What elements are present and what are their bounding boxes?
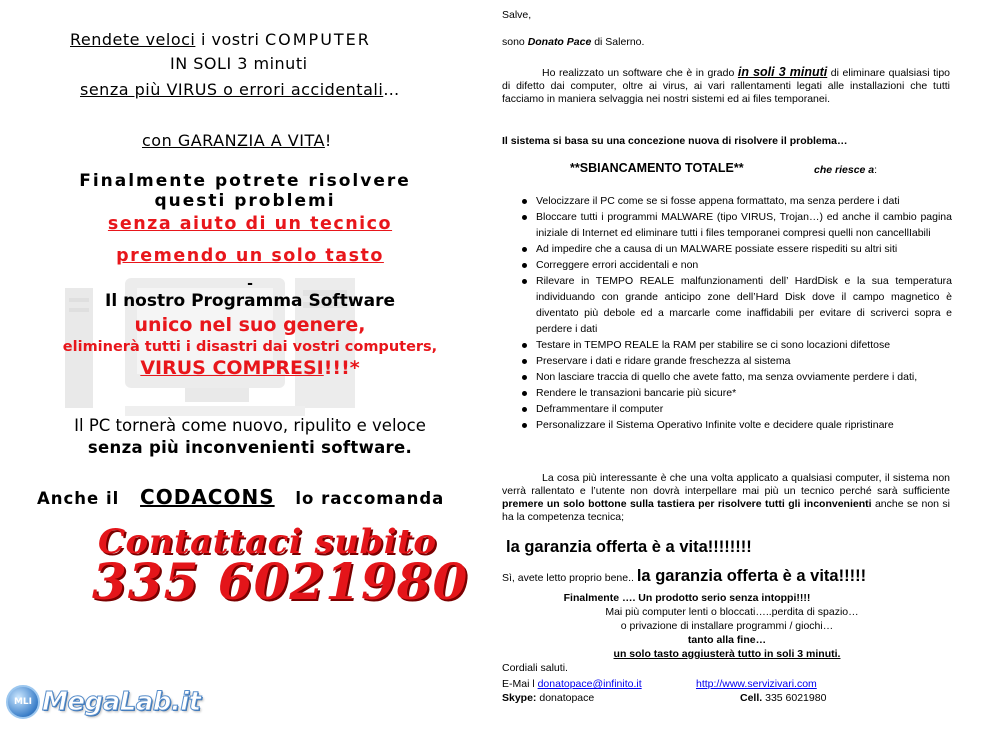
intro-suffix: di Salerno. [591,36,645,48]
codacons-recommends: lo raccomanda [295,489,445,508]
author-name: Donato Pace [527,36,592,48]
bullet-icon [522,359,527,364]
list-item: Rendere le transazioni bancarie più sicure* [522,385,952,401]
list-item: Bloccare tutti i programmi MALWARE (tipo VIRUS, Trojan…) ed anche il cambio pagina iniziale di Internet ed eliminare tutti i files temporanei compresi quelli non cancellIabili [522,209,952,241]
list-item: Non lasciare traccia di quello che avete fatto, ma senza ovviamente perdere i dati, [522,369,952,385]
para1-start: Ho realizzato un software che è in grado [542,67,738,79]
guarantee-text: con GARANZIA A VITA [142,131,325,150]
list-item: Preservare i dati e ridare grande freschezza al sistema [522,353,952,369]
skype-value: donatopace [536,692,595,704]
pc-new-line: Il PC tornerà come nuovo, ripulito e veloce [74,416,426,435]
headline-fast: Rendete veloci [70,30,196,49]
para1-emphasis: in soli 3 minuti [737,65,828,79]
headline-ellipsis: … [383,80,400,99]
contact-heading: Contattaci subito [98,522,437,562]
codacons-line [37,485,444,509]
one-key-line: premendo un solo tasto [116,246,384,266]
regards-line: Cordiali saluti. [502,662,568,674]
guarantee-exclaim: ! [324,131,332,150]
guarantee-line [142,131,332,150]
yes-read-text: Sì, avete letto proprio bene.. [502,572,637,584]
intro-prefix: sono [502,36,528,48]
bullet-icon [522,375,527,380]
headline-line-1 [70,30,371,49]
headline-your: i vostri [195,30,265,49]
bullet-icon [522,279,527,284]
bullet-icon [522,247,527,252]
bullet-icon [522,199,527,204]
website-link[interactable]: http://www.servizivari.com [696,678,817,690]
list-item: Velocizzare il PC come se si fosse appena formattato, ma senza perdere i dati [522,193,952,209]
headline-computer: COMPUTER [264,30,371,49]
skype-line [502,692,594,705]
one-key-right-line: un solo tasto aggiusterà tutto in soli 3 minuti. [613,648,841,660]
cell-line [740,692,826,705]
unique-line: unico nel suo genere, [134,314,366,336]
manages-line [814,164,877,177]
para1-end: di eliminare qualsiasi tipo di difetto dai computer, oltre ai virus, ai vari rallentamenti legati alle installazioni che tutti facciamo in maniera selvaggia nei nostri sistemi ed ai files temporanei. [502,67,950,105]
virus-included: VIRUS COMPRESI [140,357,324,379]
no-technician-line: senza aiuto di un tecnico [107,214,393,234]
greeting: Salve, [502,9,532,21]
list-item: Testare in TEMPO REALE la RAM per stabilire se ci sono locazioni difettose [522,337,952,353]
para2-end: anche se non si ha la competenza tecnica; [502,498,950,523]
features-list [502,193,952,433]
virus-exclaim: !!!* [323,357,360,379]
whitening-line: **SBIANCAMENTO TOTALE** [570,161,744,175]
deprived-line: o privazione di installare programmi / giochi… [620,620,834,632]
list-item: Ad impedire che a causa di un MALWARE possiate essere rispediti su altri siti [522,241,952,257]
megalab-logo-icon: MLI [6,685,40,719]
megalab-logo [6,682,201,722]
list-item: Personalizzare il Sistema Operativo Infinite volte e decidere quale ripristinare [522,417,952,433]
list-item: Correggere errori accidentali e non [522,257,952,273]
list-item: Deframmentare il computer [522,401,952,417]
finally-block [0,171,490,211]
email-link[interactable]: donatopace@infinito.it [537,678,642,690]
phone-number: 335 6021980 [92,552,469,611]
email-line [502,678,642,691]
skype-label: Skype: [502,692,537,704]
never-again-line: Mai più computer lenti o bloccati…..perdita di spazio… [605,606,859,618]
guarantee-big-2: la garanzia offerta è a vita!!!!! [636,567,867,585]
intro-line [502,36,644,49]
eliminate-line: eliminerà tutti i disastri dai vostri computers, [62,339,438,355]
system-line: Il sistema si basa su una concezione nuova di risolvere il problema… [502,135,848,147]
yes-read-line [502,567,867,585]
manages-colon: : [874,164,878,176]
codacons-name: CODACONS [140,485,275,509]
cell-label: Cell. [740,692,763,704]
guarantee-big-line: la garanzia offerta è a vita!!!!!!!! [506,538,752,556]
bullet-icon [522,391,527,396]
codacons-also: Anche il [37,489,120,508]
cell-value: 335 6021980 [762,692,827,704]
interesting-paragraph [502,472,950,524]
para2-bold: premere un solo bottone sulla tastiera per risolvere tutti gli inconvenienti [502,498,872,510]
bullet-icon [522,423,527,428]
finally-line: Finalmente …. Un prodotto serio senza intoppi!!!! [563,592,811,604]
megalab-logo-text: MegaLab.it [42,687,201,717]
website-line [696,678,817,691]
headline-no-virus: senza più VIRUS o errori accidentali [80,80,384,99]
finally-line-1: Finalmente potrete risolvere [79,171,411,191]
program-line: Il nostro Programma Software [105,291,395,311]
headline-line-2: IN SOLI 3 minuti [170,54,308,73]
list-item: Rilevare in TEMPO REALE malfunzionamenti dell’ HardDisk e la sua temperatura individuando con grande anticipo zone dell’Hard Disk dove il campo magnetico è diventato più debole ed a marcarle come inaffidabili per evitare di scriverci sopra e perdere i dati [522,273,952,337]
intro-paragraph [502,66,950,106]
email-label: E-Mai l [502,678,538,690]
bullet-icon [522,343,527,348]
headline-line-3 [80,80,400,99]
dash-line: - [247,276,253,292]
manages-text: che riesce a [814,164,875,176]
flyer-right-column [502,0,954,730]
bullet-icon [522,407,527,412]
so-much-line: tanto alla fine… [687,634,767,646]
finally-line-2: questi problemi [154,191,336,211]
virus-line [0,357,500,379]
bullet-icon [522,215,527,220]
para2-start: La cosa più interessante è che una volta applicato a qualsiasi computer, il sistema non verrà rallentato e l’utente non dovrà interpellare mai più un tecnico perché sarà sufficiente [502,472,950,497]
flyer-left-column [0,0,490,730]
bullet-icon [522,263,527,268]
no-software-line: senza più inconvenienti software. [87,438,413,457]
